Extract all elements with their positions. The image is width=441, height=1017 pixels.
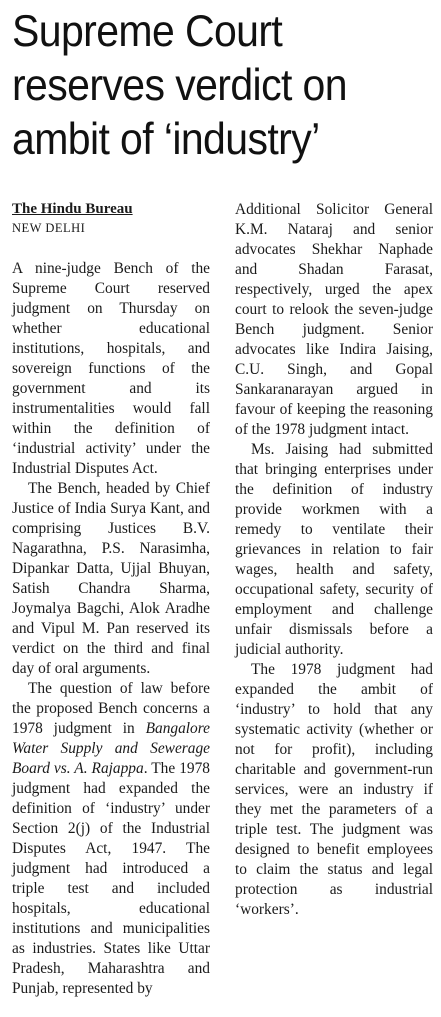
paragraph-3-after: . The 1978 judgment had expanded the definition of ‘industry’ under Section 2(j) of the Industrial Disputes Act, 1947. The judgment had introduced a triple test and included hospitals, educational institutions and municipalities as industries. States like Uttar Pradesh, Maharashtra and Punjab, represented by [12,760,210,997]
article-column-left [12,196,210,999]
paragraph-3-before: The question of law before the proposed Bench concerns a 1978 judgment in [12,680,210,737]
paragraph-5: The 1978 judgment had expanded the ambit of ‘industry’ to hold that any systematic activity (whether or not for profit), including charitable and government-run services, were an industry if they met the parameters of a triple test. The judgment was designed to benefit employees to claim the status and legal protection as industrial ‘workers’. [235,661,433,918]
paragraph-3-continued: Additional Solicitor General K.M. Nataraj and senior advocates Shekhar Naphade and Shadan Farasat, respectively, urged the apex court to relook the seven-judge Bench judgment. Senior advocates like Indira Jaising, C.U. Singh, and Gopal Sankaranarayan argued in favour of keeping the reasoning of the 1978 judgment intact. [235,201,433,438]
paragraph-1: A nine-judge Bench of the Supreme Court reserved judgment on Thursday on whether educational institutions, hospitals, and sovereign functions of the government and its instrumentalities would fall within the definition of ‘industrial activity’ under the Industrial Disputes Act. [12,260,210,477]
paragraph-2: The Bench, headed by Chief Justice of India Surya Kant, and comprising Justices B.V. Nagarathna, P.S. Narasimha, Dipankar Datta, Ujjal Bhuyan, Satish Chandra Sharma, Joymalya Bagchi, Alok Aradhe and Vipul M. Pan reserved its verdict on the third and final day of oral arguments. [12,480,210,677]
paragraph-3-part-1 [12,679,210,999]
dateline: NEW DELHI [12,221,86,235]
byline[interactable]: The Hindu Bureau [12,201,133,217]
paragraph-4: Ms. Jaising had submitted that bringing enterprises under the definition of industry provide workmen with a remedy to ventilate their grievances in relation to fair wages, health and safety, occupational safety, security of employment and challenge unfair dismissals before a judicial authority. [235,441,433,658]
article-column-right [235,200,433,920]
headline-line: reserves verdict on [12,60,347,110]
headline [12,4,436,166]
case-name: Bangalore Water Supply and Sewerage Board vs. A. Rajappa [12,720,210,777]
headline-line: Supreme Court [12,6,283,56]
headline-line: ambit of ‘industry’ [12,114,320,164]
